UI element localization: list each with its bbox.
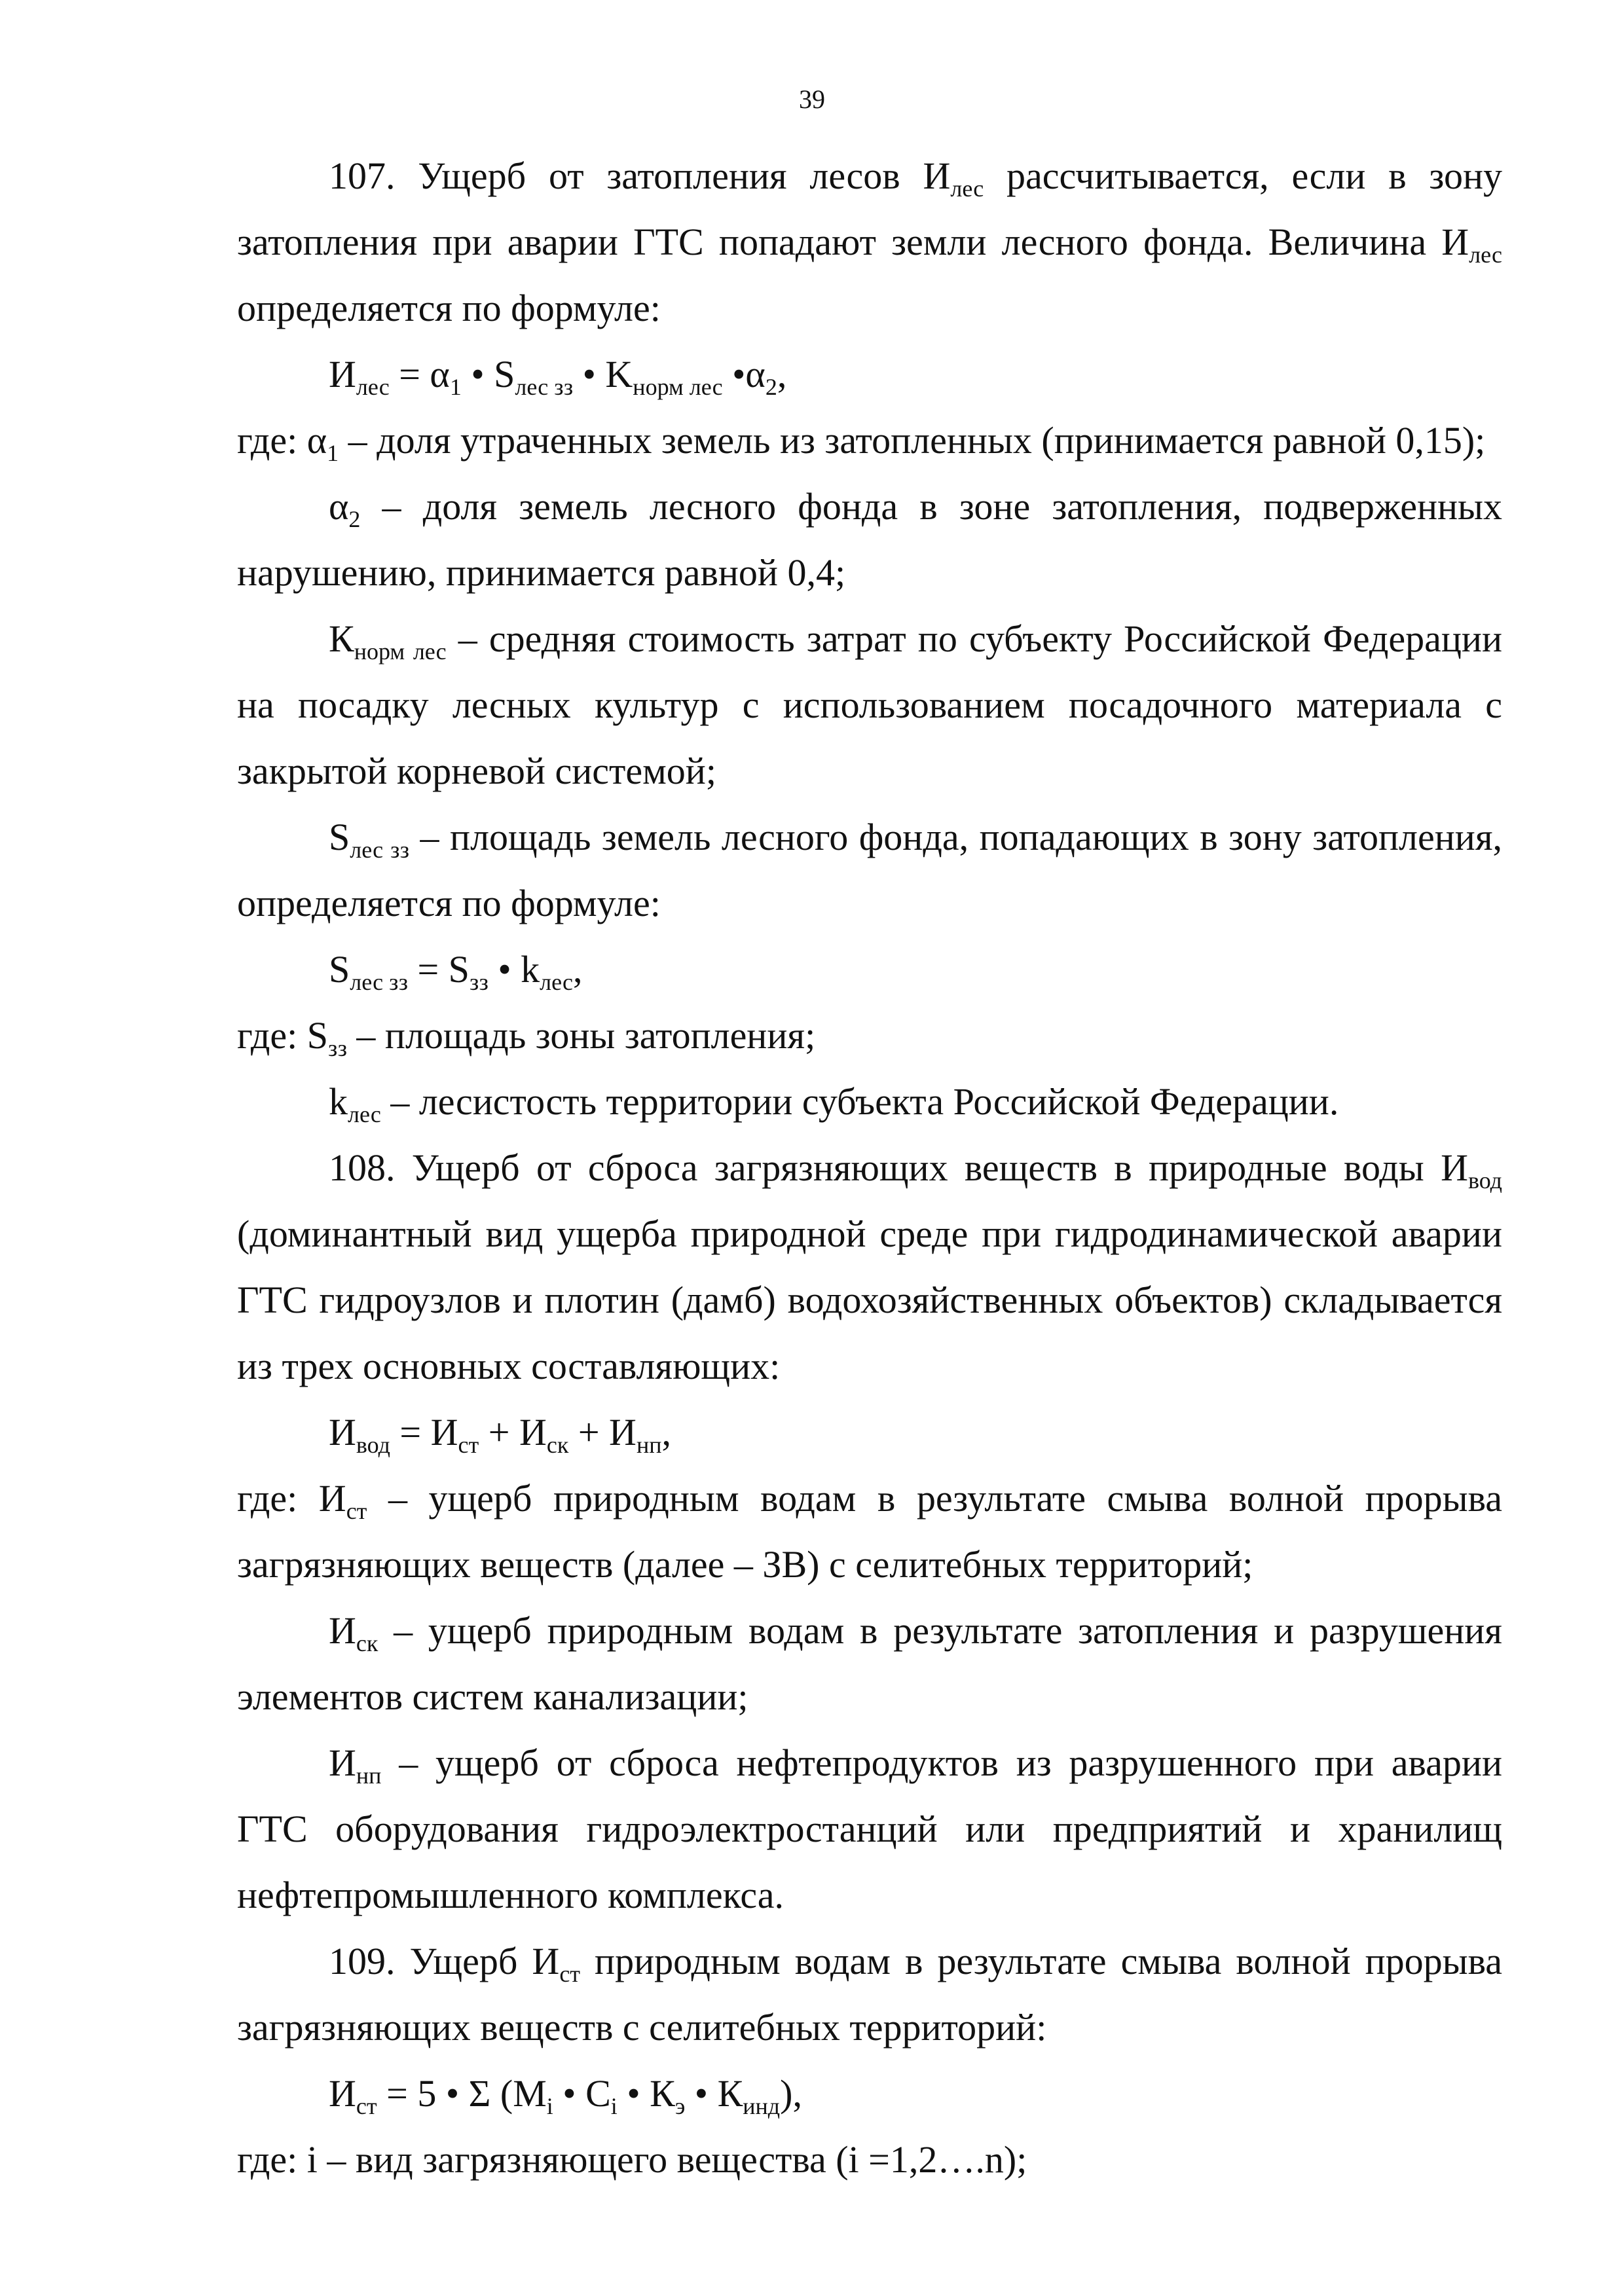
definition-alpha2: $\alpha_2$ – доля земель лесного фонда в зоне затопления, подверженных нарушению, принимается равной 0,4; [237, 485, 1502, 594]
definition-i: где: i – вид загрязняющего вещества (i =1,2….n); [237, 2138, 1027, 2181]
paragraph-109-intro: 109. Ущерб $И_{ст}$ природным водам в результате смыва волной прорыва загрязняющих веществ с селитебных территорий: [237, 1940, 1502, 2049]
page-number: 39 [799, 84, 825, 114]
definition-knorm: $К_{норм лес}$ – средняя стоимость затрат по субъекту Российской Федерации на посадку лесных культур с использованием посадочного материала с закрытой корневой системой; [237, 617, 1503, 792]
definition-szz: где: $S_{зз}$ – площадь зоны затопления; [237, 1014, 816, 1061]
document-body [237, 143, 1502, 2193]
formula-sles: $S_{лес зз} = S_{зз}$ • $k_{лес}$, [329, 948, 583, 995]
formula-ilesa: $И_{лес} = \alpha_1$ • $S_{лес зз}$ • $K_{норм лес}$ $•\alpha_2$, [329, 353, 787, 400]
paragraph-108-intro: 108. Ущерб от сброса загрязняющих веществ в природные воды $И_{вод}$ (доминантный вид ущерба природной среде при гидродинамической аварии ГТС гидроузлов и плотин (дамб) водохозяйственных объектов) складывается из трех основных составляющих: [237, 1146, 1502, 1387]
definition-sles: $S_{лес зз}$ – площадь земель лесного фонда, попадающих в зону затопления, определяется по формуле: [237, 816, 1503, 924]
paragraph-107-intro: 107. Ущерб от затопления лесов $И_{лес}$ рассчитывается, если в зону затопления при аварии ГТС попадают земли лесного фонда. Величина $И_{лес}$ определяется по формуле: [237, 155, 1502, 329]
definition-ist: где: $И_{ст}$ – ущерб природным водам в результате смыва волной прорыва загрязняющих веществ (далее – ЗВ) с селитебных территорий; [237, 1477, 1502, 1586]
definition-inp: $И_{нп}$ – ущерб от сброса нефтепродуктов из разрушенного при аварии ГТС оборудования гидроэлектростанций или предприятий и хранилищ нефтепромышленного комплекса. [237, 1741, 1502, 1916]
formula-ivod: $И_{вод} = И_{ст} + И_{ск} + И_{нп}$, [329, 1411, 671, 1458]
definition-kles: $k_{лес}$ – лесистость территории субъекта Российской Федерации. [329, 1080, 1339, 1127]
definition-isk: $И_{ск}$ – ущерб природным водам в результате затопления и разрушения элементов систем канализации; [237, 1609, 1502, 1718]
formula-ist: $И_{ст} = 5$ • Σ ($M_i$ • $C_i$ • $К_э$ • $К_{инд}$), [329, 2072, 802, 2119]
definition-alpha1: где: $\alpha_1$ – доля утраченных земель из затопленных (принимается равной 0,15); [237, 419, 1486, 466]
